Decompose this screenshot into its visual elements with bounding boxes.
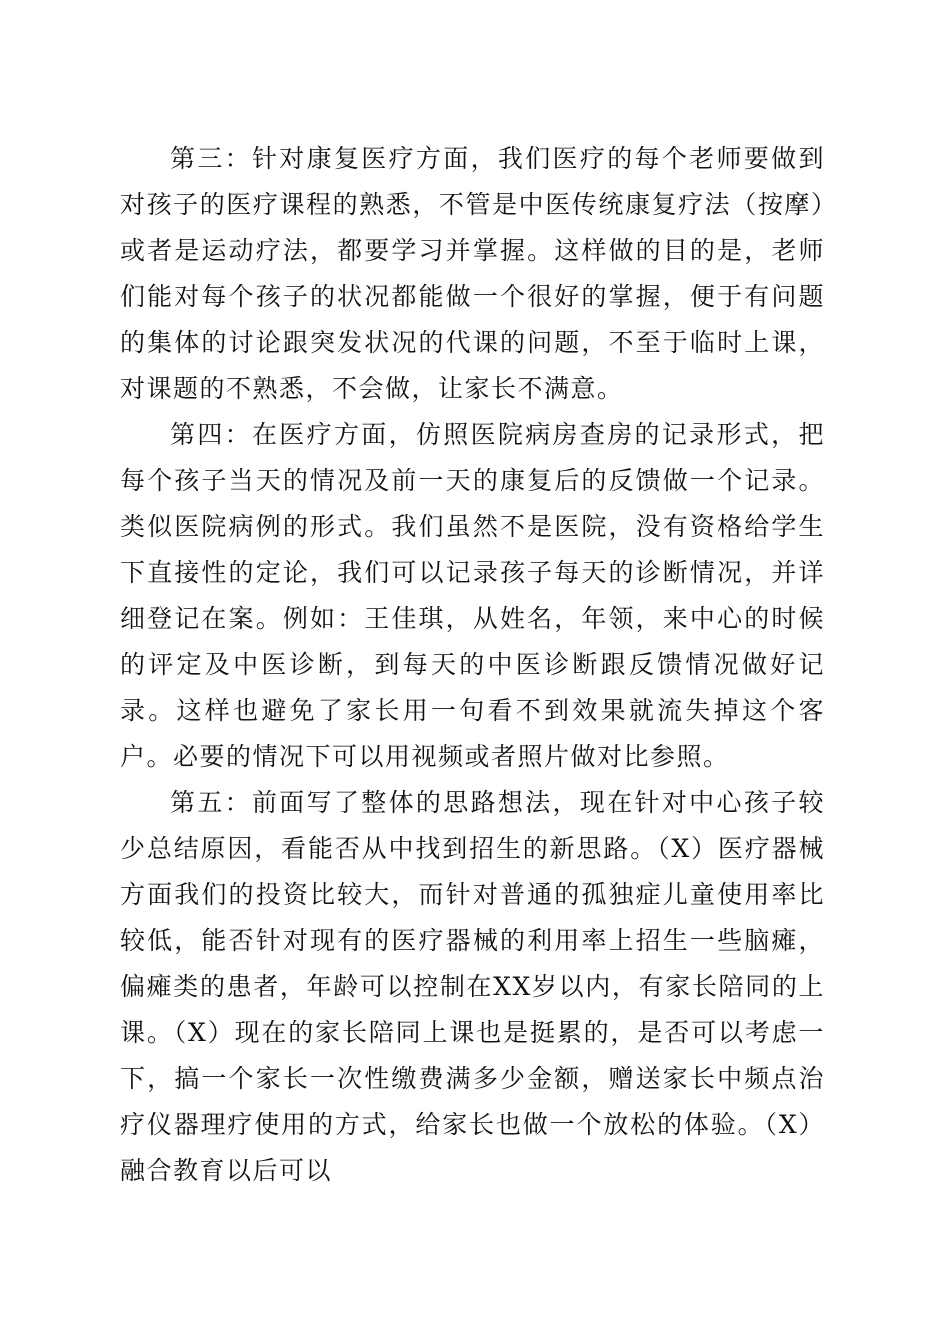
paragraph-fourth: 第四：在医疗方面，仿照医院病房查房的记录形式，把每个孩子当天的情况及前一天的康复后的反馈做一个记录。类似医院病例的形式。我们虽然不是医院，没有资格给学生下直接性的定论，我们可以记录孩子每天的诊断情况，并详细登记在案。例如：王佳琪，从姓名，年领，来中心的时候的评定及中医诊断，到每天的中医诊断跟反馈情况做好记录。这样也避免了家长用一句看不到效果就流失掉这个客户。必要的情况下可以用视频或者照片做对比参照。: [120, 420, 825, 771]
paragraph-third: 第三：针对康复医疗方面，我们医疗的每个老师要做到对孩子的医疗课程的熟悉，不管是中医传统康复疗法（按摩）或者是运动疗法，都要学习并掌握。这样做的目的是，老师们能对每个孩子的状况都能做一个很好的掌握，便于有问题的集体的讨论跟突发状况的代课的问题，不至于临时上课，对课题的不熟悉，不会做，让家长不满意。: [120, 144, 825, 403]
document-body: [120, 136, 825, 1194]
paragraph-fifth: 第五：前面写了整体的思路想法，现在针对中心孩子较少总结原因，看能否从中找到招生的新思路。（X）医疗器械方面我们的投资比较大，而针对普通的孤独症儿童使用率比较低，能否针对现有的医疗器械的利用率上招生一些脑瘫，偏瘫类的患者，年龄可以控制在XX岁以内，有家长陪同的上课。（X）现在的家长陪同上课也是挺累的，是否可以考虑一下，搞一个家长一次性缴费满多少金额，赠送家长中频点治疗仪器理疗使用的方式，给家长也做一个放松的体验。（X）融合教育以后可以: [120, 788, 825, 1185]
